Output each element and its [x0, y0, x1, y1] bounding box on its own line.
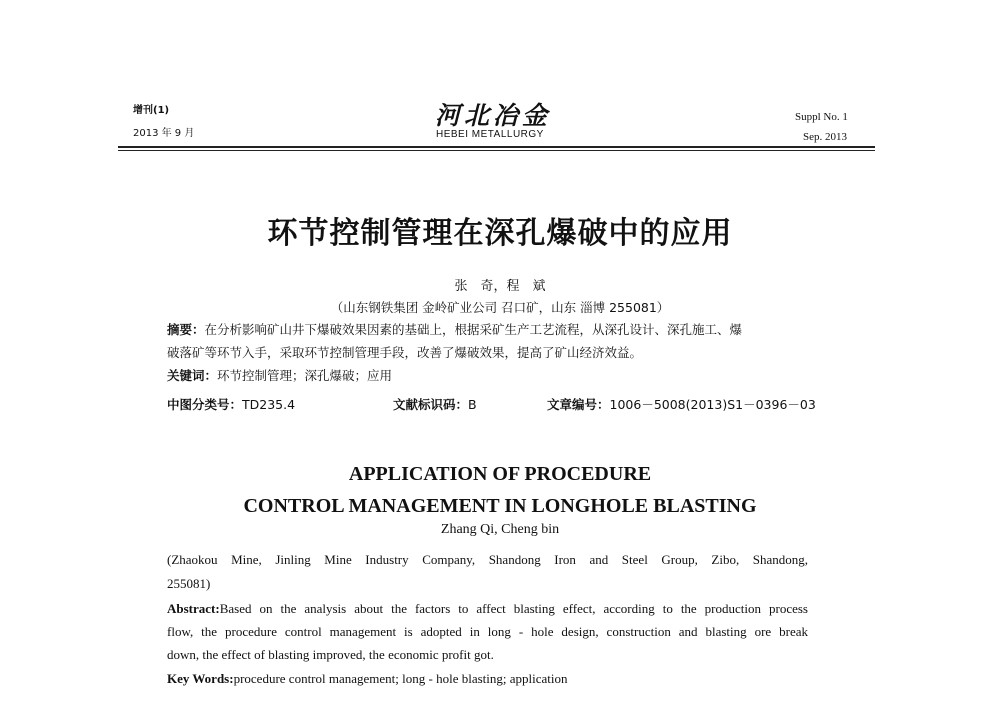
article-number [547, 395, 816, 413]
affiliation-en-line2: 255081) [167, 576, 211, 591]
clc-label: 中图分类号： [167, 397, 243, 412]
keywords-cn [167, 366, 392, 384]
abstract-en-text-1: Based on the analysis about the factors to affect blasting effect, according to the production process [219, 601, 808, 616]
authors-cn: 张 奇，程 斌 [454, 279, 546, 294]
keywords-cn-text: 环节控制管理；深孔爆破；应用 [217, 368, 393, 383]
issue-label: 增刊(1) [133, 105, 170, 116]
affiliation-en-line1: (Zhaokou Mine, Jinling Mine Industry Company, Shandong Iron and Steel Group, Zibo, Shandong, [167, 552, 808, 567]
abstract-label-en: Abstract: [167, 601, 220, 616]
authors-en: Zhang Qi, Cheng bin [440, 522, 560, 537]
document-code [393, 395, 477, 413]
journal-logo: 河北冶金 [435, 101, 552, 130]
paper-title-cn: 环节控制管理在深孔爆破中的应用 [267, 216, 733, 251]
date-en: Sep. 2013 [803, 131, 847, 143]
date-cn: 2013 年 9 月 [133, 128, 195, 139]
header-rule [118, 146, 875, 148]
clc-value: TD235.4 [242, 397, 296, 412]
abstract-en-line3: down, the effect of blasting improved, the economic profit got. [167, 647, 494, 662]
keywords-label-cn: 关键词： [167, 368, 218, 383]
header-rule-thin [118, 150, 875, 151]
paper-title-en-line2: CONTROL MANAGEMENT IN LONGHOLE BLASTING [243, 495, 757, 517]
keywords-label-en: Key Words: [167, 671, 234, 686]
paper-title-en-line1: APPLICATION OF PROCEDURE [348, 463, 652, 485]
article-number-value: 1006－5008(2013)S1－0396－03 [609, 397, 816, 412]
abstract-en-line2: flow, the procedure control management is adopted in long - hole design, construction and blasting ore break [167, 624, 808, 639]
affiliation-cn: （山东钢铁集团 金岭矿业公司 召口矿，山东 淄博 255081） [330, 300, 670, 315]
abstract-en-line1 [167, 601, 808, 617]
clc-number [167, 395, 295, 413]
article-number-label: 文章编号： [547, 397, 610, 412]
document-code-value: B [468, 397, 477, 412]
journal-name-en: HEBEI METALLURGY [436, 129, 544, 140]
keywords-en [167, 671, 568, 687]
abstract-cn-text-1: 在分析影响矿山井下爆破效果因素的基础上，根据采矿生产工艺流程，从深孔设计、深孔施工、爆 [204, 322, 743, 337]
abstract-cn-line2: 破落矿等环节入手，采取环节控制管理手段，改善了爆破效果，提高了矿山经济效益。 [167, 345, 643, 360]
abstract-cn-line1 [167, 320, 742, 338]
document-code-label: 文献标识码： [393, 397, 469, 412]
keywords-en-text: procedure control management; long - hole blasting; application [233, 671, 568, 686]
abstract-label-cn: 摘要： [167, 322, 205, 337]
suppl-label: Suppl No. 1 [795, 111, 848, 123]
